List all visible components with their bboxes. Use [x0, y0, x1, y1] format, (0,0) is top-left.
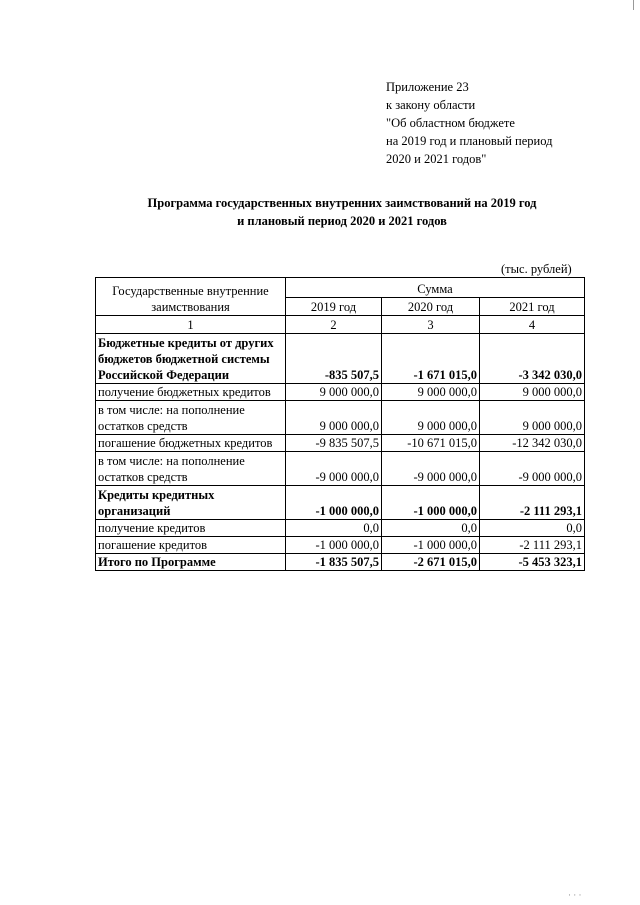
document-title	[100, 194, 584, 230]
appendix-line: к закону области	[386, 98, 476, 112]
title-line: и плановый период 2020 и 2021 годов	[237, 214, 447, 228]
value-2019: -9 000 000,0	[286, 452, 382, 486]
header-year: 2021 год	[480, 298, 585, 316]
value-2021: 0,0	[480, 520, 585, 537]
row-name: получение бюджетных кредитов	[96, 384, 286, 401]
row-name: погашение бюджетных кредитов	[96, 435, 286, 452]
value-2020: -1 671 015,0	[382, 334, 480, 384]
scan-mark: · · ·	[568, 890, 582, 900]
appendix-line: 2020 и 2021 годов"	[386, 152, 487, 166]
value-2021: 9 000 000,0	[480, 384, 585, 401]
value-2019: -835 507,5	[286, 334, 382, 384]
table-row	[96, 486, 585, 520]
value-2020: 9 000 000,0	[382, 384, 480, 401]
table-row	[96, 401, 585, 435]
row-name: получение кредитов	[96, 520, 286, 537]
table-row	[96, 435, 585, 452]
appendix-block	[386, 78, 552, 168]
value-2020: -1 000 000,0	[382, 537, 480, 554]
header-year: 2019 год	[286, 298, 382, 316]
scan-mark	[633, 0, 634, 10]
column-index: 2	[286, 316, 382, 334]
value-2021: -5 453 323,1	[480, 554, 585, 571]
value-2021: -2 111 293,1	[480, 537, 585, 554]
value-2021: -2 111 293,1	[480, 486, 585, 520]
row-name: погашение кредитов	[96, 537, 286, 554]
header-year: 2020 год	[382, 298, 480, 316]
value-2019: 9 000 000,0	[286, 384, 382, 401]
value-2021: -9 000 000,0	[480, 452, 585, 486]
row-name: в том числе: на пополнение остатков средств	[96, 401, 286, 435]
table-row	[96, 334, 585, 384]
table-row	[96, 384, 585, 401]
header-name: Государственные внутренние заимствования	[96, 278, 286, 316]
row-name: Итого по Программе	[96, 554, 286, 571]
value-2019: -1 000 000,0	[286, 486, 382, 520]
value-2021: -3 342 030,0	[480, 334, 585, 384]
borrowing-table	[95, 277, 585, 571]
value-2020: 9 000 000,0	[382, 401, 480, 435]
value-2019: 9 000 000,0	[286, 401, 382, 435]
value-2021: -12 342 030,0	[480, 435, 585, 452]
title-line: Программа государственных внутренних заимствований на 2019 год	[147, 196, 537, 210]
row-name: в том числе: на пополнение остатков средств	[96, 452, 286, 486]
value-2020: -9 000 000,0	[382, 452, 480, 486]
table-row	[96, 452, 585, 486]
value-2020: 0,0	[382, 520, 480, 537]
value-2020: -2 671 015,0	[382, 554, 480, 571]
value-2021: 9 000 000,0	[480, 401, 585, 435]
value-2020: -1 000 000,0	[382, 486, 480, 520]
column-index: 3	[382, 316, 480, 334]
appendix-line: на 2019 год и плановый период	[386, 134, 553, 148]
table-row-total	[96, 554, 585, 571]
units-label: (тыс. рублей)	[501, 262, 572, 276]
value-2019: 0,0	[286, 520, 382, 537]
header-sum: Сумма	[286, 278, 585, 298]
appendix-line: "Об областном бюджете	[386, 116, 515, 130]
table-row	[96, 520, 585, 537]
value-2019: -1 835 507,5	[286, 554, 382, 571]
column-index: 1	[96, 316, 286, 334]
appendix-line: Приложение 23	[386, 80, 469, 94]
row-name: Бюджетные кредиты от других бюджетов бюджетной системы Российской Федерации	[96, 334, 286, 384]
value-2019: -1 000 000,0	[286, 537, 382, 554]
table-row	[96, 537, 585, 554]
column-index: 4	[480, 316, 585, 334]
row-name: Кредиты кредитных организаций	[96, 486, 286, 520]
value-2019: -9 835 507,5	[286, 435, 382, 452]
value-2020: -10 671 015,0	[382, 435, 480, 452]
